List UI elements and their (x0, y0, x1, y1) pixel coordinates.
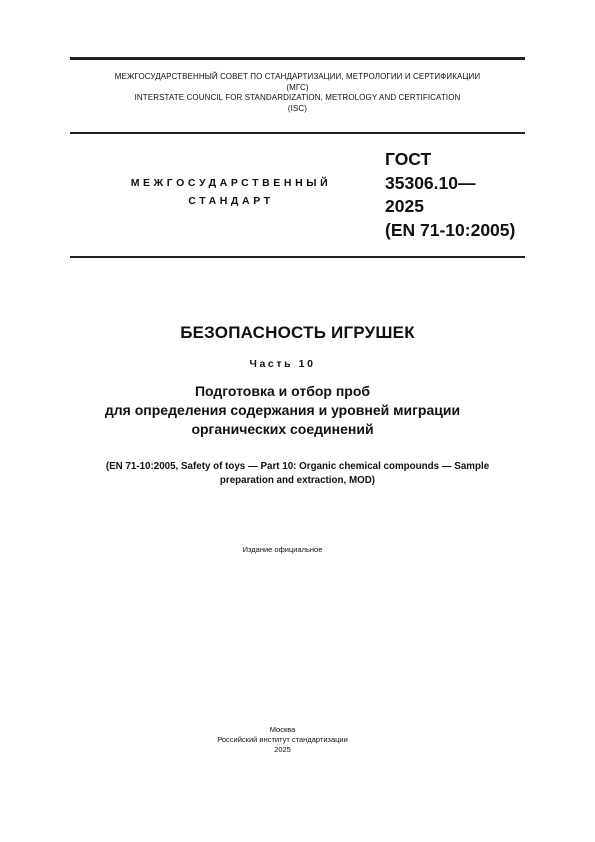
designation-line4: (EN 71-10:2005) (385, 219, 516, 240)
imprint-publisher: Российский институт стандартизации (217, 734, 348, 744)
imprint-year: 2025 (274, 744, 291, 754)
designation-line3: 2025 (385, 196, 424, 216)
designation-divider (70, 256, 525, 258)
header-divider (70, 132, 525, 134)
designation-line1: ГОСТ (385, 149, 432, 169)
top-rule (70, 57, 525, 60)
en-reference (30, 460, 565, 488)
en-reference-line2: preparation and extraction, MOD) (219, 475, 376, 486)
document-title: БЕЗОПАСНОСТЬ ИГРУШЕК (180, 323, 415, 342)
subtitle-line2: для определения содержания и уровней миграции (104, 402, 461, 418)
standard-type-line2: СТАНДАРТ (188, 195, 274, 207)
subtitle-line1: Подготовка и отбор проб (194, 383, 371, 399)
official-edition-note: Издание официальное (242, 545, 323, 554)
en-reference-line1: (EN 71-10:2005, Safety of toys — Part 10: Organic chemical compounds — Sample (105, 461, 490, 472)
standard-designation (385, 148, 515, 242)
imprint-city: Москва (269, 725, 296, 734)
imprint (0, 725, 565, 754)
council-name-ru: МЕЖГОСУДАРСТВЕННЫЙ СОВЕТ ПО СТАНДАРТИЗАЦИИ, МЕТРОЛОГИИ И СЕРТИФИКАЦИИ (114, 72, 481, 81)
standard-type-line1: МЕЖГОСУДАРСТВЕННЫЙ (130, 177, 332, 189)
designation-line2: 35306.10— (385, 172, 476, 193)
part-number: Часть 10 (249, 358, 316, 370)
council-name-en: INTERSTATE COUNCIL FOR STANDARDIZATION, METROLOGY AND CERTIFICATION (134, 93, 461, 103)
council-abbr-ru: (МГС) (286, 82, 309, 92)
council-header (60, 72, 535, 114)
council-abbr-en: (ISC) (287, 103, 308, 113)
document-subtitle (0, 382, 565, 439)
subtitle-line3: органических соединений (191, 421, 374, 437)
standard-type (100, 174, 362, 210)
